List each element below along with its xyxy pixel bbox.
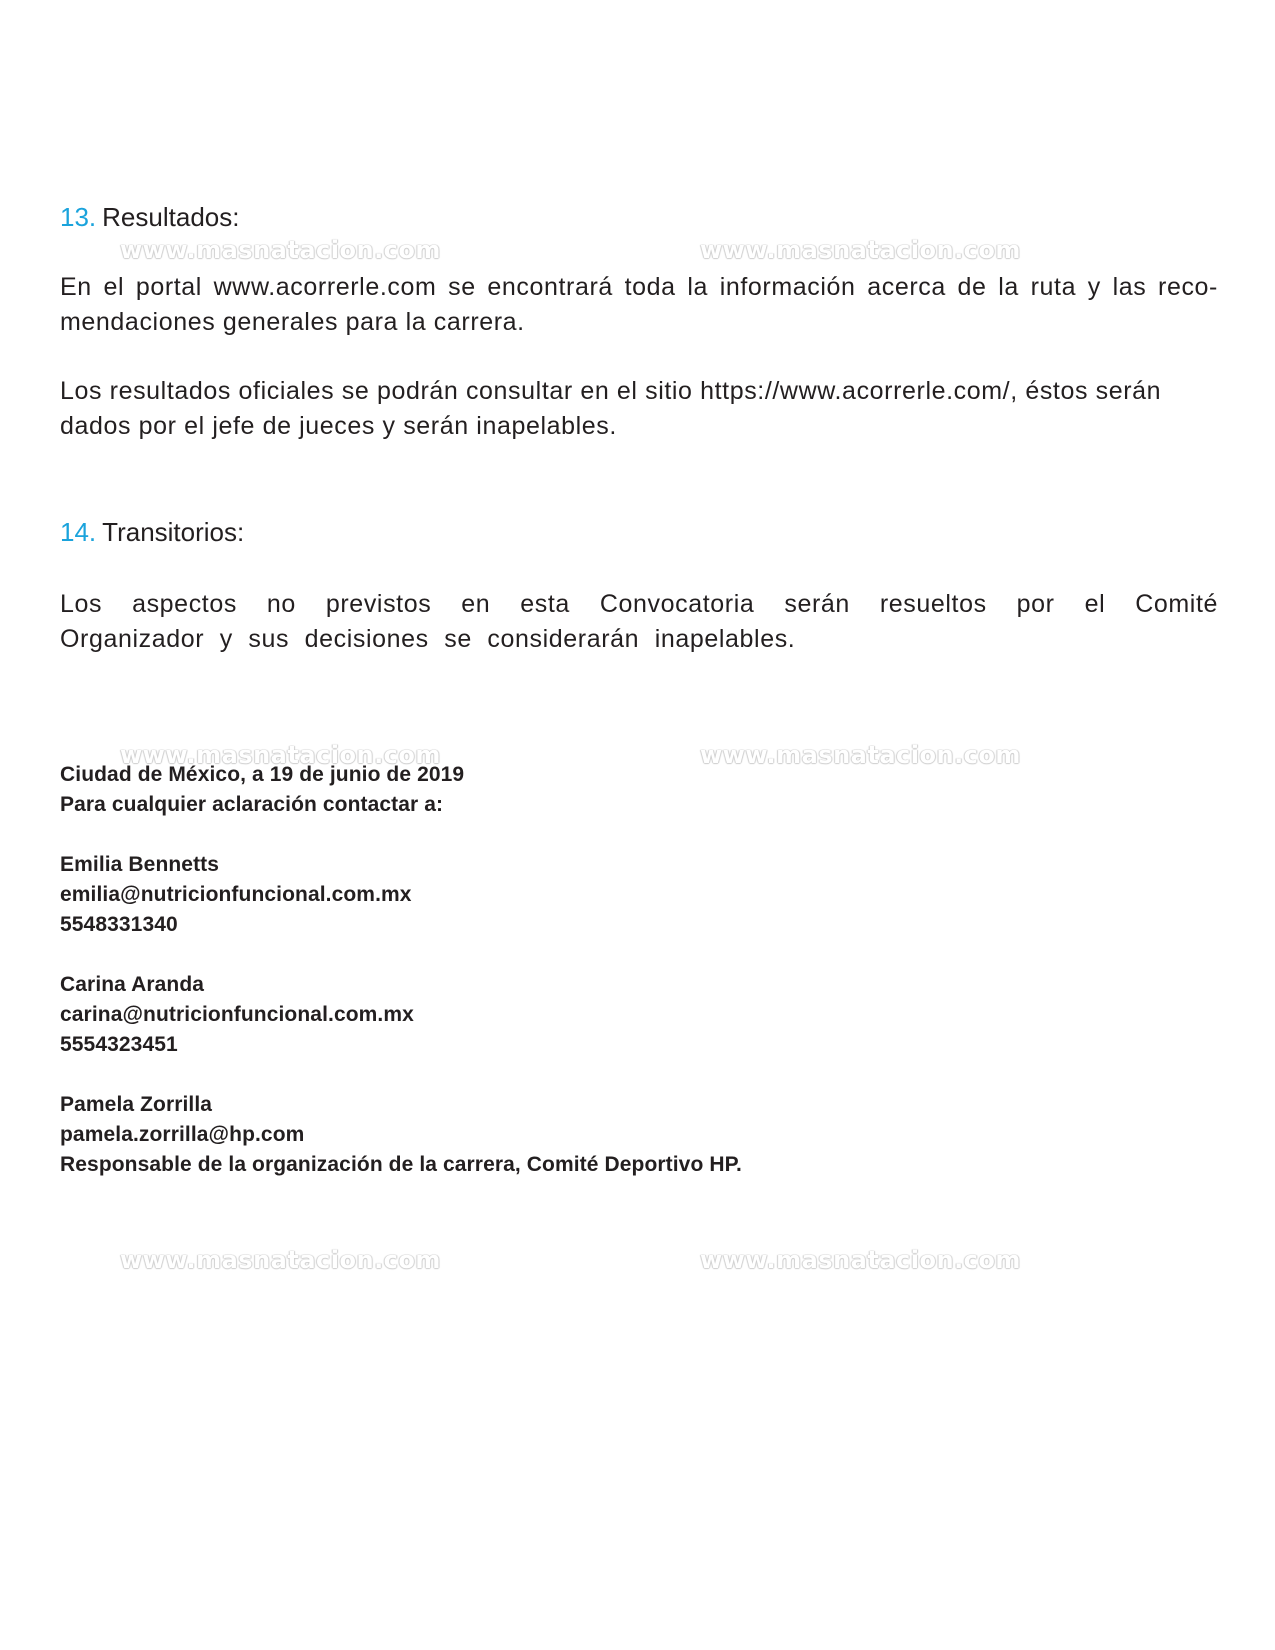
watermark: www.masnatacion.com: [120, 741, 441, 769]
place-date: Ciudad de México, a 19 de junio de 2019: [60, 763, 465, 786]
contact-email[interactable]: carina@nutricionfuncional.com.mx: [60, 1003, 414, 1026]
contact-block: [60, 760, 742, 1180]
paragraph-official-results: Los resultados oficiales se podrán consultar en el sitio https://www.acorrerle.com/, éstos serán dados por el jefe de jueces y serán inapelables.: [60, 377, 1162, 440]
section-heading-transitorios: [60, 517, 244, 547]
contact-phone: 5548331340: [60, 913, 178, 936]
contact-email[interactable]: pamela.zorrilla@hp.com: [60, 1123, 305, 1146]
watermark: www.masnatacion.com: [700, 1246, 1021, 1274]
contact-phone: 5554323451: [60, 1033, 178, 1056]
section-title: Transitorios:: [102, 517, 245, 547]
contact-name: Carina Aranda: [60, 973, 205, 996]
watermark: www.masnatacion.com: [120, 236, 441, 264]
contact-email[interactable]: emilia@nutricionfuncional.com.mx: [60, 883, 412, 906]
contact-name: Emilia Bennetts: [60, 853, 220, 876]
section-number: 13.: [60, 202, 97, 232]
watermark: www.masnatacion.com: [700, 741, 1021, 769]
contact-intro: Para cualquier aclaración contactar a:: [60, 793, 444, 816]
watermark: www.masnatacion.com: [120, 1246, 441, 1274]
contact-name: Pamela Zorrilla: [60, 1093, 213, 1116]
paragraph-transitorios: Los aspectos no previstos en esta Convocatoria serán resueltos por el Comité Organizador y sus decisiones se considerarán inapelables.: [60, 590, 1218, 653]
watermark: www.masnatacion.com: [700, 236, 1021, 264]
paragraph-portal-info: En el portal www.acorrerle.com se encontrará toda la información acerca de la ruta y las reco-mendaciones generales para la carrera.: [60, 273, 1218, 336]
contact-role: Responsable de la organización de la carrera, Comité Deportivo HP.: [60, 1153, 742, 1176]
section-title: Resultados:: [102, 202, 240, 232]
section-number: 14.: [60, 517, 97, 547]
section-heading-resultados: [60, 202, 239, 232]
